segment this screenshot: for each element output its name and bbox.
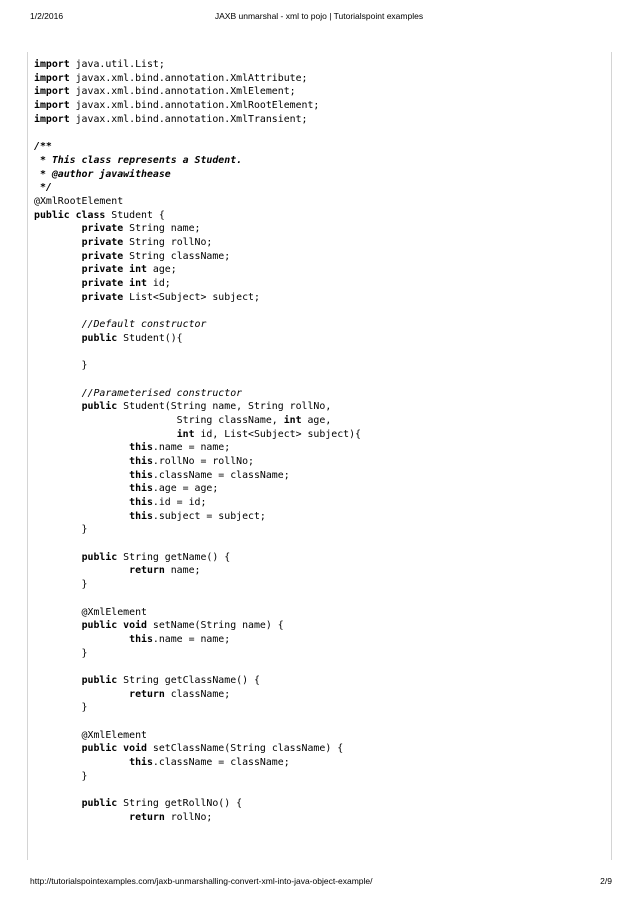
code-text [34, 292, 82, 303]
code-keyword: return [129, 688, 165, 700]
code-text [34, 689, 129, 700]
code-text: .rollNo = rollNo; [152, 455, 254, 467]
code-text: } [34, 770, 88, 782]
code-keyword: private [81, 291, 124, 303]
code-text [34, 470, 129, 481]
code-text [34, 456, 129, 467]
code-line [34, 304, 594, 318]
code-line [34, 332, 594, 346]
code-keyword: public void [81, 620, 147, 632]
code-line [34, 482, 594, 496]
code-keyword: this [129, 757, 153, 769]
code-line [34, 742, 594, 756]
code-text: Student(String name, String rollNo, [117, 401, 332, 413]
code-text [34, 757, 129, 768]
code-text: Student(){ [117, 332, 183, 344]
code-text: name; [164, 565, 201, 577]
code-text: .className = className; [152, 469, 290, 481]
code-text [34, 675, 82, 686]
code-text: javax.xml.bind.annotation.XmlRootElement; [69, 100, 320, 112]
code-text [34, 388, 82, 399]
code-text [34, 565, 129, 576]
code-line [34, 688, 594, 702]
code-line [34, 729, 594, 743]
code-text: javax.xml.bind.annotation.XmlAttribute; [69, 72, 308, 84]
code-keyword: import [34, 113, 70, 125]
code-text [34, 511, 129, 522]
code-text: } [34, 647, 88, 659]
code-text: List<Subject> subject; [123, 291, 260, 303]
code-text: id, List<Subject> subject){ [194, 428, 361, 440]
code-text: age; [146, 264, 177, 276]
code-keyword: int [283, 414, 302, 426]
code-line [34, 523, 594, 537]
code-keyword: public [81, 798, 118, 810]
code-line [34, 455, 594, 469]
code-keyword: private int [81, 264, 147, 276]
code-keyword: return [129, 565, 165, 577]
code-text: javax.xml.bind.annotation.XmlTransient; [69, 113, 308, 125]
code-line [34, 660, 594, 674]
code-text: setClassName(String className) { [146, 743, 344, 755]
code-text: .id = id; [152, 497, 207, 508]
code-text [34, 620, 82, 631]
code-text [34, 333, 82, 344]
code-line [34, 811, 594, 825]
code-keyword: public void [81, 743, 147, 755]
code-text: String getClassName() { [117, 674, 260, 686]
code-text: .name = name; [152, 633, 231, 645]
page-number: 2/9 [600, 876, 612, 886]
code-line [34, 181, 594, 195]
code-comment: * This class represents a Student. [34, 154, 243, 166]
code-text: } [34, 524, 88, 536]
code-text [34, 429, 177, 440]
code-text: javax.xml.bind.annotation.XmlElement; [69, 86, 296, 98]
code-keyword: this [129, 455, 153, 467]
code-line [34, 58, 594, 72]
code-line [34, 263, 594, 277]
code-text: rollNo; [164, 811, 213, 823]
code-comment: //Default constructor [81, 319, 207, 331]
code-line [34, 647, 594, 661]
code-line [34, 318, 594, 332]
code-text: className; [164, 688, 231, 700]
code-text: id; [146, 278, 171, 289]
code-text: String getName() { [117, 551, 231, 563]
code-line [34, 195, 594, 209]
code-line [34, 277, 594, 291]
code-comment: * @author javawithease [34, 168, 171, 180]
code-line [34, 770, 594, 784]
code-text: } [34, 702, 88, 714]
code-text [34, 442, 129, 453]
code-text: String rollNo; [123, 236, 213, 248]
code-keyword: import [34, 86, 70, 98]
code-line [34, 359, 594, 373]
code-line [34, 592, 594, 606]
code-text [34, 278, 82, 289]
code-text [34, 634, 129, 645]
code-line [34, 428, 594, 442]
code-keyword: this [129, 633, 153, 645]
code-line [34, 633, 594, 647]
code-line [34, 154, 594, 168]
code-text [34, 401, 82, 412]
code-text [34, 264, 82, 275]
code-line [34, 99, 594, 113]
code-text: String getRollNo() { [117, 798, 243, 810]
code-keyword: this [129, 469, 153, 481]
code-line [34, 72, 594, 86]
code-keyword: private [81, 250, 124, 262]
code-keyword: this [129, 442, 153, 454]
code-keyword: this [129, 497, 153, 508]
code-keyword: import [34, 72, 70, 84]
code-line [34, 756, 594, 770]
code-line [34, 85, 594, 99]
code-line [34, 551, 594, 565]
code-text: @XmlElement [34, 606, 147, 618]
code-text: } [34, 579, 88, 591]
code-text: @XmlElement [34, 729, 147, 741]
code-line [34, 140, 594, 154]
code-text [34, 483, 129, 494]
code-line [34, 564, 594, 578]
code-line [34, 414, 594, 428]
code-keyword: int [176, 428, 195, 440]
code-block [34, 58, 594, 825]
code-keyword: private int [81, 278, 147, 289]
code-keyword: this [129, 483, 153, 495]
code-text: setName(String name) { [146, 620, 284, 632]
code-keyword: public class [34, 209, 106, 221]
code-line [34, 250, 594, 264]
code-keyword: return [129, 811, 165, 823]
print-date: 1/2/2016 [30, 11, 64, 21]
code-text [34, 223, 82, 234]
code-line [34, 510, 594, 524]
code-line [34, 113, 594, 127]
code-line [34, 345, 594, 359]
code-line [34, 619, 594, 633]
code-text [34, 319, 82, 330]
code-text: String className, [34, 414, 284, 426]
code-line [34, 222, 594, 236]
code-text: } [34, 360, 88, 372]
code-keyword: import [34, 100, 70, 112]
code-keyword: public [81, 332, 118, 344]
code-keyword: private [81, 223, 124, 235]
code-text: .subject = subject; [152, 510, 266, 522]
code-line [34, 291, 594, 305]
code-line [34, 674, 594, 688]
code-text: .age = age; [152, 483, 219, 495]
code-text [34, 237, 82, 248]
code-text [34, 798, 82, 809]
code-keyword: public [81, 401, 118, 413]
code-text: Student { [105, 209, 165, 221]
code-keyword: public [81, 551, 118, 563]
code-line [34, 373, 594, 387]
code-line [34, 537, 594, 551]
page-url: http://tutorialspointexamples.com/jaxb-unmarshalling-convert-xml-into-java-object-example/ [30, 876, 373, 886]
code-line [34, 715, 594, 729]
code-line [34, 236, 594, 250]
code-line [34, 126, 594, 140]
code-text [34, 743, 82, 754]
code-text: String className; [123, 250, 231, 262]
code-line [34, 441, 594, 455]
code-line [34, 387, 594, 401]
code-line [34, 701, 594, 715]
code-text [34, 497, 129, 508]
code-keyword: this [129, 510, 153, 522]
code-comment: /** [34, 141, 52, 153]
code-keyword: private [81, 236, 124, 248]
code-text: @XmlRootElement [34, 195, 124, 207]
code-line [34, 400, 594, 414]
code-line [34, 797, 594, 811]
page-title: JAXB unmarshal - xml to pojo | Tutorialspoint examples [214, 11, 424, 21]
code-text: .className = className; [152, 757, 290, 769]
code-text [34, 552, 82, 563]
print-footer [0, 876, 638, 890]
code-keyword: import [34, 59, 70, 70]
code-text: .name = name; [152, 442, 231, 454]
code-line [34, 168, 594, 182]
code-line [34, 578, 594, 592]
code-text [34, 812, 129, 823]
code-comment: */ [34, 182, 52, 194]
code-line [34, 606, 594, 620]
code-line [34, 209, 594, 223]
print-header [0, 11, 638, 25]
code-comment: //Parameterised constructor [81, 387, 243, 399]
code-text: java.util.List; [69, 59, 165, 70]
code-text [34, 251, 82, 262]
code-line [34, 469, 594, 483]
code-line [34, 496, 594, 510]
code-keyword: public [81, 674, 118, 686]
code-line [34, 783, 594, 797]
code-text: String name; [123, 223, 201, 235]
code-text: age, [301, 414, 332, 426]
